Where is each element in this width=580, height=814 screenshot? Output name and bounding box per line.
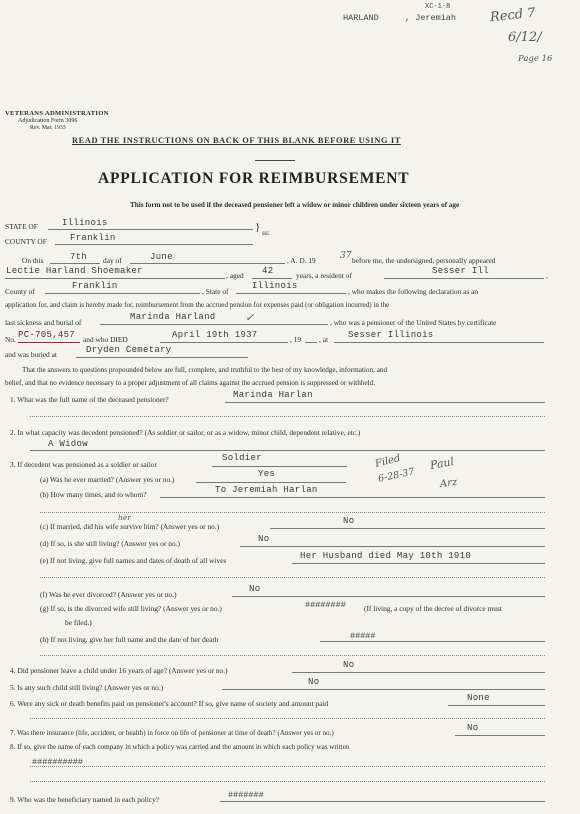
month-value: June (150, 252, 173, 262)
death-place: Sesser Illinois (348, 330, 434, 340)
answer-1: Marinda Harlan (233, 390, 313, 400)
agency-name: VETERANS ADMINISTRATION (5, 110, 109, 117)
handwritten-page-note: Page 16 (518, 54, 553, 64)
claimant-name: Lectie Harland Shoemaker (6, 266, 143, 276)
agency-form-number: Adjudication Form 3096 (18, 118, 78, 124)
question-9: 9. Who was the beneficiary named in each policy? (10, 795, 160, 804)
answer-3: Soldier (222, 453, 262, 463)
question-3g: (g) If so, is the divorced wife still living? (Answer yes or no.) (40, 604, 222, 613)
handwritten-date-note: 6/12/ (508, 30, 542, 45)
question-6: 6. Were any sick or death benefits paid on pensioner's account? If so, give name of society and amount paid (10, 699, 329, 708)
county-label: COUNTY OF (5, 237, 47, 246)
claimant-surname: HARLAND (343, 13, 379, 23)
answer-3b: To Jeremiah Harlan (215, 485, 318, 495)
affirmation-para-2: belief, and that no evidence necessary to a proper adjustment of all claims against the accrued pension is suppressed or withheld. (5, 379, 376, 387)
burial-cemetery: Dryden Cemetary (86, 345, 172, 355)
answer-6: None (467, 693, 490, 703)
answer-2: A Widow (48, 439, 88, 449)
handwritten-received-note: Recd 7 (489, 5, 537, 26)
question-2: 2. In what capacity was decedent pensioned? (As soldier or sailor, or as a widow, minor child, dependent relative, etc.) (10, 428, 361, 437)
venue-brace: } (255, 221, 261, 233)
answer-5: No (308, 677, 320, 687)
county-value: Franklin (70, 233, 116, 243)
state-value: Illinois (62, 218, 108, 228)
answer-7: No (467, 723, 479, 733)
question-3c: (c) If married, did his wife survive him? (Answer yes or no.) (40, 522, 220, 531)
answer-4: No (343, 660, 355, 670)
instructions-banner: READ THE INSTRUCTIONS ON BACK OF THIS BLANK BEFORE USING IT (72, 136, 401, 145)
margin-note-date: 6-28-37 (377, 466, 416, 485)
form-subtitle: This form not to be used if the deceased pensioner left a widow or minor children under sixteen years of age (130, 201, 460, 209)
margin-note-signature: Paul (429, 455, 456, 472)
answer-3h: ##### (350, 631, 376, 641)
agency-revision: Rev. Mar. 1933 (30, 125, 66, 131)
death-date: April 19th 1937 (172, 330, 258, 340)
affirmation-para-1: That the answers to questions propounded below are full, complete, and truthful to the best of my knowledge, information, and (22, 366, 388, 374)
form-title: APPLICATION FOR REIMBURSEMENT (98, 170, 410, 187)
answer-3d: No (258, 534, 270, 544)
question-3b: (b) How many times, and to whom? (40, 490, 147, 499)
form-ref: XC-1-8 (425, 3, 451, 11)
answer-3f: No (249, 584, 261, 594)
written-her: her (118, 513, 131, 522)
question-4: 4. Did pensioner leave a child under 16 years of age? (Answer yes or no.) (10, 666, 228, 675)
margin-note-filed: Filed (374, 453, 402, 470)
question-3h: (h) If not living, give her full name and the date of her death (40, 635, 219, 644)
year-value: 37 (340, 251, 352, 261)
divider-rule (255, 160, 295, 161)
question-3e: (e) If not living, give full names and dates of death of all wives (40, 556, 227, 565)
margin-note-initials: Arz (439, 476, 458, 491)
answer-3g: ######## (305, 600, 346, 610)
claimant-given-name: , Jeremiah (405, 13, 457, 23)
ss-label: ss: (262, 228, 270, 237)
claimant-age: 42 (262, 266, 274, 276)
answer-3a: Yes (258, 469, 276, 479)
deceased-name: Marinda Harland (130, 312, 216, 322)
answer-3e: Her Husband died May 10th 1910 (300, 551, 472, 561)
question-5: 5. Is any such child still living? (Answer yes or no.) (10, 683, 164, 692)
answer-8: ########## (32, 757, 84, 767)
claimant-residence: Sesser Ill (432, 266, 490, 276)
answer-9: ####### (228, 790, 264, 800)
application-page: XC-1-8 HARLAND , Jeremiah Recd 7 6/12/ Page 16 VETERANS ADMINISTRATION Adjudication Form 3096 Rev. Mar. 1933 READ THE INSTRUCTIONS ON BACK OF THIS BLANK BEFORE USING IT APPLICATION FOR REIMBURSEMENT This form not to be used if the deceased pensioner left a widow or minor children under sixteen years of age STATE OF Illinois COUNTY OF Franklin } ss: On this 7th day of June , A. D. 19 37 before me, the undersigned, personally appeared Lectie Harland Shoemaker , aged 42 years, a resident of Sesser Ill , County of Franklin , State of Illinois , who makes the following declaration as an application for, and claim is hereby made for, reimbursement from the accrued pension for expenses paid (or obligation incurred) in the last sickness and burial of Marinda Harland ✓ , who was a pensioner of the United States by certificate No. PC-705,457 and who DIED April 19th 1937 , 19 , at Sesser Illinois and was buried at Dryden Cemetary That the answers to questions propounded below are full, complete, and truthful to the best of my knowledge, information, and belief, and that no evidence necessary to a proper adjustment of all claims against the accrued pension is suppressed or withheld. 1. What was the full name of the deceased pensioner? Marinda Harlan 2. In what capacity was decedent pensioned? (As soldier or sailor, or as a widow, minor child, dependent relative, etc.) A Widow 3. If decedent was pensioned as a soldier or sailor Soldier (a) Was he ever married? (Answer yes or no.) Yes (b) How many times, and to whom? To Jeremiah Harlan Filed 6-28-37 Paul Arz (c) If married, did his wife survive him? (Answer yes or no.) her No (d) If so, is she still living? (Answer yes or no.) No (e) If not living, give full names and dates of death of all wives Her Husband died May 10th 1910 (f) Was he ever divorced? (Answer yes or no.) No (g) If so, is the divorced wife still living? (Answer yes or no.) ######## (If living, a copy of the decree of divorce must be filed.) (h) If not living, give her full name and the date of her death ##### 4. Did pensioner leave a child under 16 years of age? (Answer yes or no.) No 5. Is any such child still living? (Answer yes or no.) No 6. Were any sick or death benefits paid on pensioner's account? If so, give name of society and amount paid None 7. Was there insurance (life, accident, or health) in force on life of pensioner at time of death? (Answer yes or no.) No 8. If so, give the name of each company in which a policy was carried and the amount in which each policy was written ########## 9. Who was the beneficiary named in each policy? ####### (0, 0, 580, 814)
claimant-county: Franklin (72, 281, 118, 291)
question-3: 3. If decedent was pensioned as a soldier or sailor (10, 460, 157, 469)
question-3d: (d) If so, is she still living? (Answer yes or no.) (40, 539, 180, 548)
question-3f: (f) Was he ever divorced? (Answer yes or no.) (40, 590, 177, 599)
question-1: 1. What was the full name of the deceased pensioner? (10, 395, 169, 404)
answer-3c: No (343, 516, 355, 526)
state-label: STATE OF (5, 222, 38, 231)
question-7: 7. Was there insurance (life, accident, or health) in force on life of pensioner at time of death? (Answer yes or no.) (10, 729, 334, 737)
check-mark: ✓ (245, 311, 255, 324)
question-3a: (a) Was he ever married? (Answer yes or no.) (40, 475, 175, 484)
day-value: 7th (70, 252, 88, 262)
question-8: 8. If so, give the name of each company in which a policy was carried and the amount in which each policy was written (10, 743, 350, 751)
certificate-number: PC-705,457 (18, 330, 76, 340)
claimant-state: Illinois (252, 281, 298, 291)
